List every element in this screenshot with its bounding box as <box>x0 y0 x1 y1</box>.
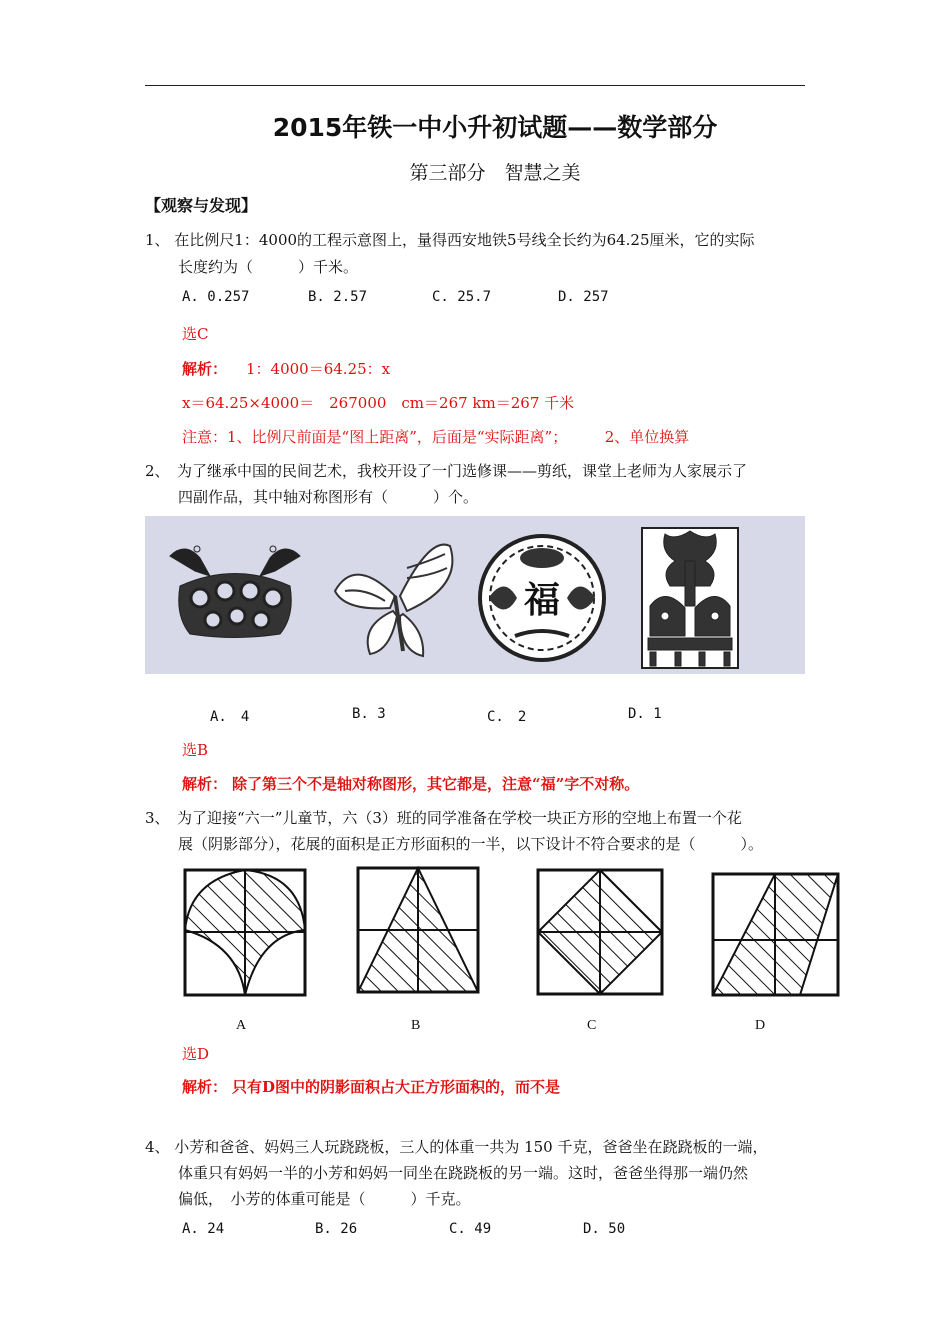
q2-line1: 2、 为了继承中国的民间艺术，我校开设了一门选修课——剪纸，课堂上老师为人家展示了 <box>145 462 748 480</box>
q1-option-b: B. 2.57 <box>308 289 368 305</box>
q4-option-d: D. 50 <box>583 1221 626 1237</box>
q1-option-d: D. 257 <box>558 289 609 305</box>
figure-c-label: C <box>587 1018 597 1033</box>
q1-analysis-label: 解析： <box>182 360 228 378</box>
q4-option-b: B. 26 <box>315 1221 358 1237</box>
q3-answer: 选D <box>182 1045 210 1063</box>
q2-option-b: B. 3 <box>352 706 386 722</box>
figure-b-label: B <box>411 1018 421 1033</box>
q4-line2: 体重只有妈妈一半的小芳和妈妈一同坐在跷跷板的另一端。这时，爸爸坐得那一端仍然 <box>178 1164 749 1182</box>
q4-line1: 4、 小芳和爸爸、妈妈三人玩跷跷板，三人的体重一共为 150 千克，爸爸坐在跷跷板的一端， <box>145 1138 768 1156</box>
q3-analysis-label: 解析： <box>182 1078 228 1096</box>
page-subtitle: 第三部分 智慧之美 <box>409 162 581 184</box>
section-heading: 【观察与发现】 <box>145 196 258 215</box>
q2-answer: 选B <box>182 741 209 759</box>
q2-analysis-label: 解析： <box>182 775 228 793</box>
q3-line2: 展（阴影部分），花展的面积是正方形面积的一半，以下设计不符合要求的是（ ）。 <box>178 835 764 853</box>
q4-option-a: A. 24 <box>182 1221 225 1237</box>
figure-c-icon <box>538 870 662 994</box>
q1-line2: 长度约为（ ）千米。 <box>178 258 359 276</box>
fu-character: 福 <box>523 580 561 621</box>
q1-option-c: C. 25.7 <box>432 289 492 305</box>
q1-analysis-1: 1：4000＝64.25：x <box>246 360 391 378</box>
q1-analysis-2: x＝64.25×4000＝ 267000 cm＝267 km＝267 千米 <box>182 394 575 412</box>
q2-line2: 四副作品，其中轴对称图形有（ ）个。 <box>178 488 479 506</box>
q3-line1: 3、 为了迎接“六一”儿童节，六（3）班的同学准备在学校一块正方形的空地上布置一个花 <box>145 809 742 827</box>
figure-a-label: A <box>236 1018 247 1033</box>
q1-option-a: A. 0.257 <box>182 289 250 305</box>
page-title: 2015年铁一中小升初试题——数学部分 <box>272 113 718 142</box>
figure-b-icon <box>358 868 478 992</box>
q1-line1: 1、 在比例尺1：4000的工程示意图上，量得西安地铁5号线全长约为64.25厘米，它的实际 <box>145 231 755 249</box>
q2-analysis: 除了第三个不是轴对称图形，其它都是，注意“福”字不对称。 <box>232 775 640 793</box>
figure-d-label: D <box>755 1018 766 1033</box>
q2-option-d: D. 1 <box>628 706 662 722</box>
q4-option-c: C. 49 <box>449 1221 492 1237</box>
q2-option-c: C. 2 <box>487 709 527 725</box>
q4-line3: 偏低， 小芳的体重可能是（ ）千克。 <box>178 1190 471 1208</box>
q1-note: 注意：1、比例尺前面是“图上距离”，后面是“实际距离”； 2、单位换算 <box>182 428 690 446</box>
figure-a-icon <box>185 870 305 995</box>
q3-analysis: 只有D图中的阴影面积占大正方形面积的，而不是 <box>232 1078 561 1096</box>
q2-option-a: A. 4 <box>210 709 250 725</box>
q1-answer: 选C <box>182 325 209 343</box>
figure-d-icon <box>713 874 838 995</box>
